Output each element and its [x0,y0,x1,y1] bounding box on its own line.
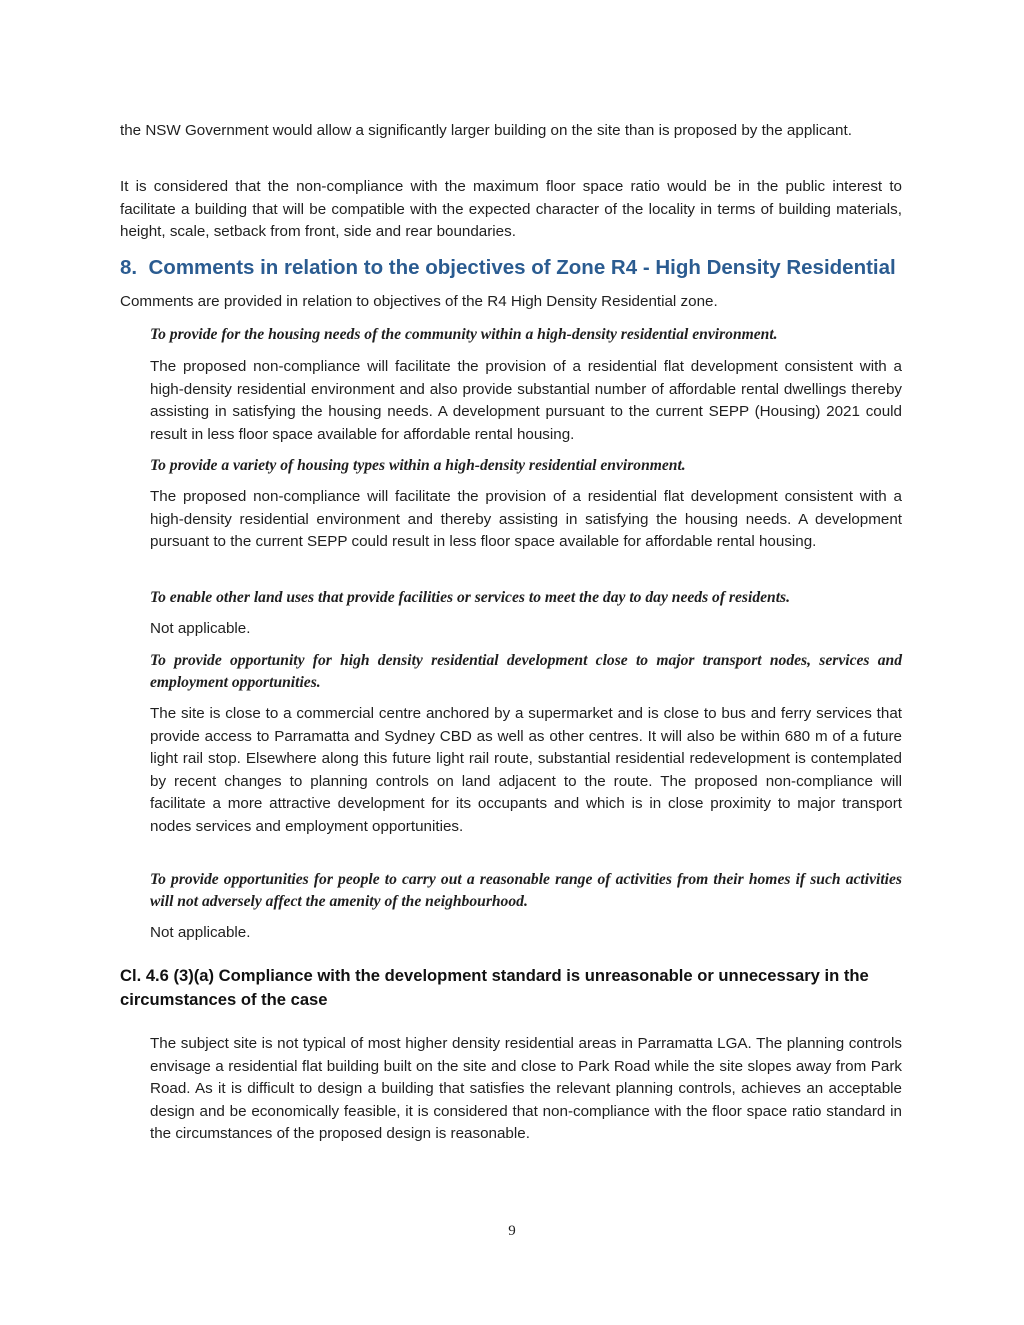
objective-3-title: To enable other land uses that provide facilities or services to meet the day to day needs of residents. [150,589,791,606]
clause-4-6-body: The subject site is not typical of most higher density residential areas in Parramatta LGA. The planning controls envisage a residential flat building built on the site and close to Park Road while the site slopes away from Park Road. As it is difficult to design a building that satisfies the relevant planning controls, achieves an acceptable design and be economically feasible, it is considered that non-compliance with the floor space ratio standard in the circumstances of the proposed design is reasonable. [150,1035,902,1142]
objective-1-response: The proposed non-compliance will facilitate the provision of a residential flat development consistent with a high-density residential environment and also provide substantial number of affordable rental dwellings thereby assisting in satisfying the housing needs. A development pursuant to the current SEPP (Housing) 2021 could result in less floor space available for affordable rental housing. [150,358,902,443]
intro-paragraph-public-interest: It is considered that the non-compliance with the maximum floor space ratio would be in the public interest to facilitate a building that will be compatible with the expected character of the locality in terms of building materials, height, scale, setback from front, side and rear boundaries. [120,178,902,240]
intro-paragraph-continued: the NSW Government would allow a significantly larger building on the site than is proposed by the applicant. [120,122,852,139]
objective-2-title: To provide a variety of housing types within a high-density residential environment. [150,457,686,474]
objective-2-response: The proposed non-compliance will facilitate the provision of a residential flat development consistent with a high-density residential environment and thereby assisting in satisfying the housing needs. A development pursuant to the current SEPP could result in less floor space available for affordable rental housing. [150,488,902,550]
objective-5-response: Not applicable. [150,924,251,941]
objective-4-title: To provide opportunity for high density residential development close to major transport nodes, services and employment opportunities. [150,652,902,691]
page-number: 9 [508,1223,516,1239]
objective-5-title: To provide opportunities for people to carry out a reasonable range of activities from their homes if such activities will not adversely affect the amenity of the neighbourhood. [150,871,902,910]
objective-1-title: To provide for the housing needs of the community within a high-density residential environment. [150,326,778,343]
objective-4-response: The site is close to a commercial centre anchored by a supermarket and is close to bus and ferry services that provide access to Parramatta and Sydney CBD as well as other centres. It will also be within 680 m of a future light rail stop. Elsewhere along this future light rail route, substantial residential redevelopment is contemplated by recent changes to planning controls on land adjacent to the route. The proposed non-compliance will facilitate a more attractive development for its occupants and which is in close proximity to major transport nodes services and employment opportunities. [150,705,902,835]
section-8-intro: Comments are provided in relation to objectives of the R4 High Density Residential zone. [120,293,718,310]
objective-3-response: Not applicable. [150,620,251,637]
section-8-heading: 8. Comments in relation to the objectives of Zone R4 - High Density Residential [120,256,896,279]
clause-4-6-heading: Cl. 4.6 (3)(a) Compliance with the development standard is unreasonable or unnecessary in the circumstances of the case [120,966,869,1009]
